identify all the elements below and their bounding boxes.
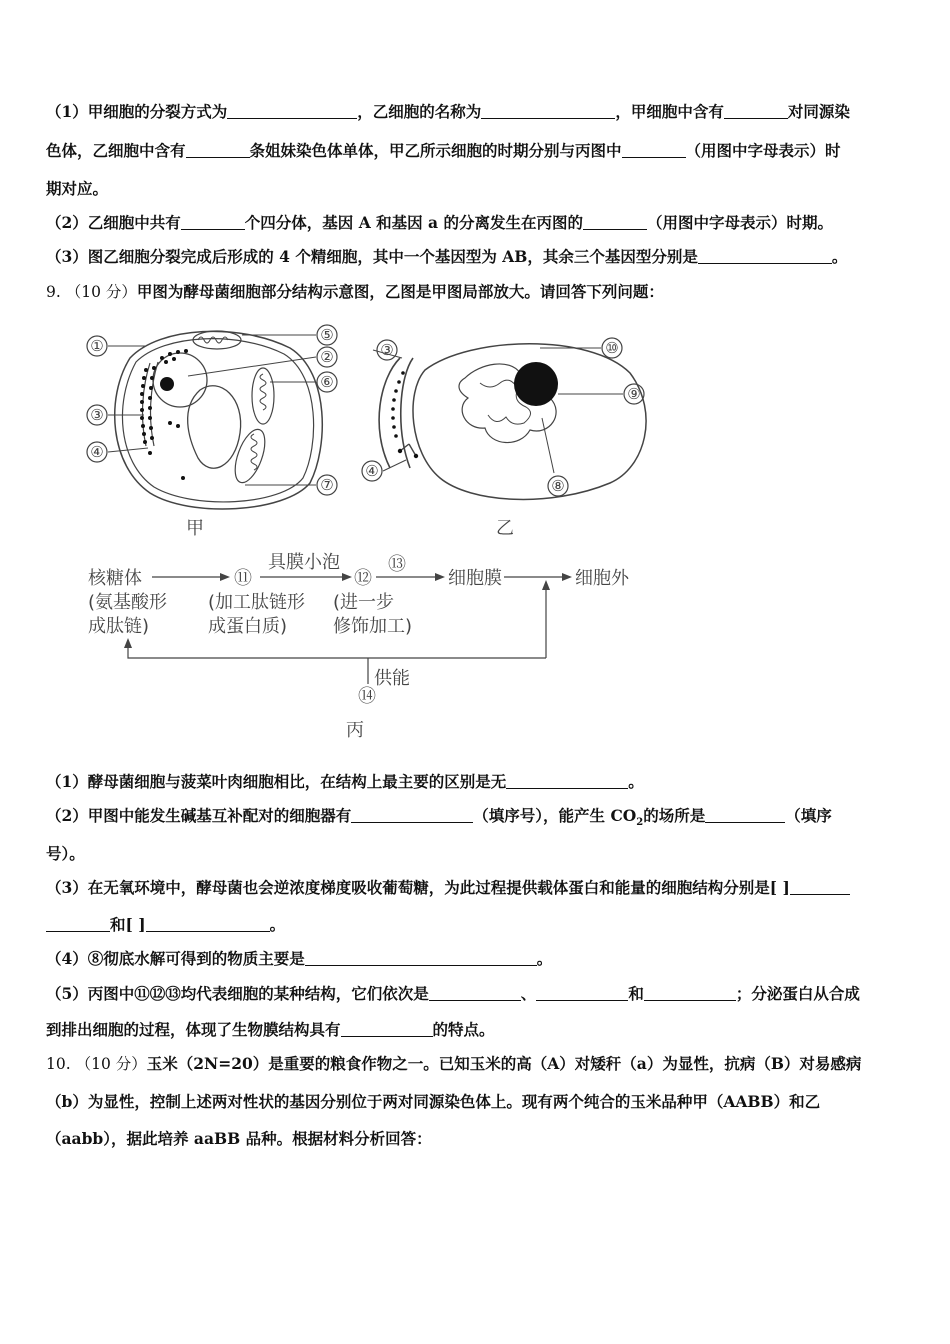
flow-er: ⑪ (234, 568, 252, 589)
q10-line1: 10. （10 分）玉米（2N=20）是重要的粮食作物之一。已知玉米的高（A）对矮秆（a）为显性，抗病（B）对易感病 (46, 1054, 862, 1073)
flow-outside: 细胞外 (575, 568, 629, 589)
blank[interactable] (46, 917, 110, 932)
fig-label-yi: 乙 (496, 518, 514, 539)
q9-stem: 9. （10 分）甲图为酵母菌细胞部分结构示意图，乙图是甲图局部放大。请回答下列问题： (46, 282, 664, 301)
callout-4: ④ (90, 443, 104, 461)
q9-s3: （3）在无氧环境中，酵母菌也会逆浓度梯度吸收葡萄糖，为此过程提供载体蛋白和能量的细胞结构分别是[ ] (46, 876, 850, 898)
blank[interactable] (146, 917, 270, 932)
flow-vesicle-label: 具膜小泡 (268, 552, 340, 573)
callout-6: ⑥ (320, 373, 334, 391)
yeast-cell-diagram (108, 331, 322, 509)
q10-line3: （aabb），据此培养 aaBB 品种。根据材料分析回答： (46, 1129, 432, 1148)
callout-9: ⑨ (627, 385, 641, 403)
flow-ribosome-sub1: (氨基酸形 (88, 592, 168, 613)
callout-2: ② (320, 348, 334, 366)
blank[interactable] (227, 104, 357, 119)
fig-label-bing: 丙 (346, 720, 364, 741)
callouts-yi (362, 338, 644, 496)
fig-label-jia: 甲 (186, 518, 204, 539)
blank[interactable] (481, 104, 615, 119)
q9-s4: （4）⑧彻底水解可得到的物质主要是 。 (46, 949, 553, 968)
callout-8: ⑧ (551, 477, 565, 495)
flow-mito: ⑭ (358, 686, 376, 707)
blank[interactable] (506, 774, 628, 789)
flow-membrane: 细胞膜 (448, 568, 502, 589)
blank[interactable] (583, 215, 647, 230)
blank[interactable] (305, 951, 537, 966)
callout-7: ⑦ (320, 476, 334, 494)
callout-3: ③ (90, 406, 104, 424)
flow-ribosome-sub2: 成肽链) (88, 616, 150, 637)
blank[interactable] (622, 143, 686, 158)
flow-golgi-sub2: 修饰加工) (333, 616, 413, 637)
flow-ribosome: 核糖体 (88, 568, 142, 589)
q8-line1: （1）甲细胞的分裂方式为 ，乙细胞的名称为 ，甲细胞中含有 对同源染 (46, 102, 850, 121)
q8-line2: 色体，乙细胞中含有 条姐妹染色体单体，甲乙所示细胞的时期分别与丙图中 （用图中字母表示）时 (46, 141, 841, 160)
blank[interactable] (429, 986, 521, 1001)
flow-er-sub1: (加工肽链形 (208, 592, 306, 613)
q9-s2-cont: 号）。 (46, 844, 85, 863)
blank[interactable] (181, 215, 245, 230)
callout-3b: ③ (380, 341, 394, 359)
flow-vesicle2-label: ⑬ (388, 554, 406, 575)
blank[interactable] (341, 1022, 433, 1037)
flow-golgi-sub1: (进一步 (333, 592, 395, 613)
nucleus-enlarged-diagram (373, 344, 646, 500)
flow-energy: 供能 (374, 668, 410, 689)
blank[interactable] (705, 808, 785, 823)
callout-10: ⑩ (605, 339, 619, 357)
q9-s1: （1）酵母菌细胞与菠菜叶肉细胞相比，在结构上最主要的区别是无 。 (46, 772, 644, 791)
blank[interactable] (698, 249, 832, 264)
flow-er-sub2: 成蛋白质) (208, 616, 288, 637)
blank[interactable] (790, 880, 850, 895)
secretion-flow-diagram (88, 552, 630, 707)
callout-5: ⑤ (320, 326, 334, 344)
q9-s5: （5）丙图中⑪⑫⑬均代表细胞的某种结构，它们依次是 、 和 ；分泌蛋白从合成 (46, 984, 860, 1003)
q10-line2: （b）为显性，控制上述两对性状的基因分别位于两对同源染色体上。现有两个纯合的玉米品种甲（AABB）和乙 (46, 1092, 821, 1111)
callout-4b: ④ (365, 462, 379, 480)
callouts-jia (87, 325, 337, 495)
callout-1: ① (90, 337, 104, 355)
q9-s2: （2）甲图中能发生碱基互补配对的细胞器有 （填序号），能产生 $CO_2$的场所是 （填序 (46, 806, 832, 829)
q9-s5-cont: 到排出细胞的过程，体现了生物膜结构具有 的特点。 (46, 1020, 495, 1039)
q9-s3-cont: 和[ ] 。 (46, 913, 285, 935)
blank[interactable] (351, 808, 473, 823)
cell-diagram-figure (70, 318, 670, 748)
blank[interactable] (536, 986, 628, 1001)
blank[interactable] (644, 986, 736, 1001)
q8-line3: 期对应。 (46, 179, 109, 198)
blank[interactable] (186, 143, 250, 158)
q8-line4: （2）乙细胞中共有 个四分体，基因 A 和基因 a 的分离发生在丙图的 （用图中字母表示）时期。 (46, 213, 833, 232)
blank[interactable] (724, 104, 788, 119)
q8-line5: （3）图乙细胞分裂完成后形成的 4 个精细胞，其中一个基因型为 AB，其余三个基因型分别是 。 (46, 247, 848, 266)
flow-golgi: ⑫ (354, 568, 372, 589)
